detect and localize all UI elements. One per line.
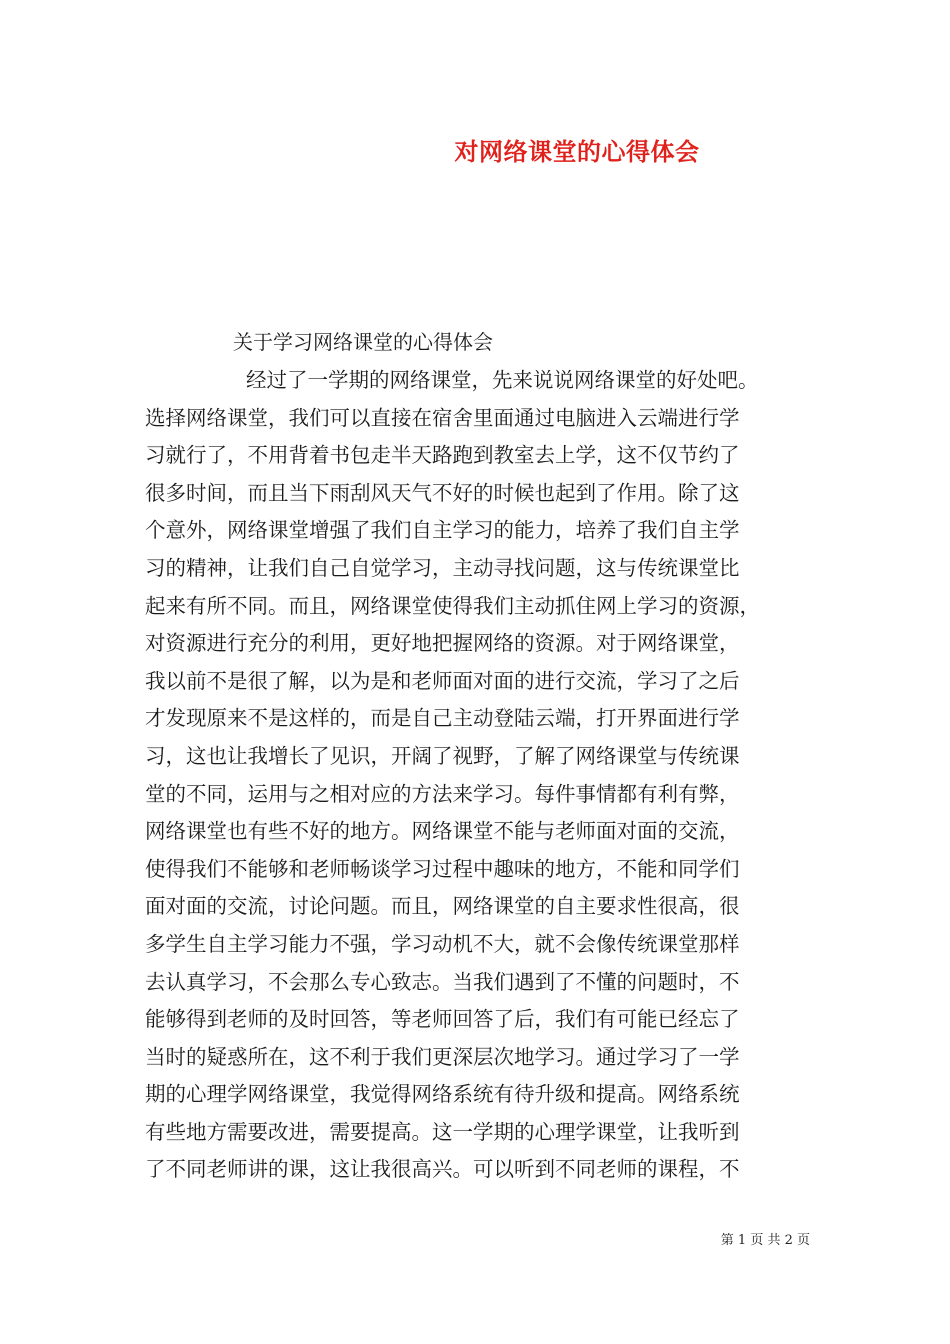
body-line: 习就行了，不用背着书包走半天路跑到教室去上学，这不仅节约了 [145, 443, 740, 468]
body-line: 期的心理学网络课堂，我觉得网络系统有待升级和提高。网络系统 [145, 1082, 740, 1107]
body-line: 能够得到老师的及时回答，等老师回答了后，我们有可能已经忘了 [145, 1007, 740, 1032]
body-line: 了不同老师讲的课，这让我很高兴。可以听到不同老师的课程，不 [145, 1157, 740, 1182]
body-line: 有些地方需要改进，需要提高。这一学期的心理学课堂，让我听到 [145, 1119, 740, 1144]
body-line: 习的精神，让我们自己自觉学习，主动寻找问题，这与传统课堂比 [145, 555, 740, 580]
body-line: 堂的不同，运用与之相对应的方法来学习。每件事情都有利有弊， [145, 781, 740, 806]
document-subtitle: 关于学习网络课堂的心得体会 [233, 330, 493, 354]
body-line: 选择网络课堂，我们可以直接在宿舍里面通过电脑进入云端进行学 [145, 405, 740, 430]
body-line: 网络课堂也有些不好的地方。网络课堂不能与老师面对面的交流， [145, 819, 740, 844]
body-line: 当时的疑惑所在，这不利于我们更深层次地学习。通过学习了一学 [145, 1044, 740, 1069]
document-body [145, 362, 825, 1189]
body-line: 去认真学习，不会那么专心致志。当我们遇到了不懂的问题时，不 [145, 969, 740, 994]
document-title: 对网络课堂的心得体会 [454, 137, 700, 166]
body-line: 经过了一学期的网络课堂，先来说说网络课堂的好处吧。 [246, 368, 759, 392]
body-line: 对资源进行充分的利用，更好地把握网络的资源。对于网络课堂， [145, 631, 740, 656]
body-line: 很多时间，而且当下雨刮风天气不好的时候也起到了作用。除了这 [145, 480, 740, 505]
body-line: 使得我们不能够和老师畅谈学习过程中趣味的地方，不能和同学们 [145, 856, 740, 881]
body-line: 面对面的交流，讨论问题。而且，网络课堂的自主要求性很高，很 [145, 894, 740, 919]
body-line: 我以前不是很了解，以为是和老师面对面的进行交流，学习了之后 [145, 668, 740, 693]
page-indicator: 第 1 页 共 2 页 [720, 1233, 810, 1248]
body-line: 个意外，网络课堂增强了我们自主学习的能力，培养了我们自主学 [145, 518, 740, 543]
body-line: 多学生自主学习能力不强，学习动机不大，就不会像传统课堂那样 [145, 931, 740, 956]
body-line: 起来有所不同。而且，网络课堂使得我们主动抓住网上学习的资源， [145, 593, 760, 618]
body-line: 才发现原来不是这样的，而是自己主动登陆云端，打开界面进行学 [145, 706, 740, 731]
body-line: 习，这也让我增长了见识，开阔了视野，了解了网络课堂与传统课 [145, 743, 740, 768]
